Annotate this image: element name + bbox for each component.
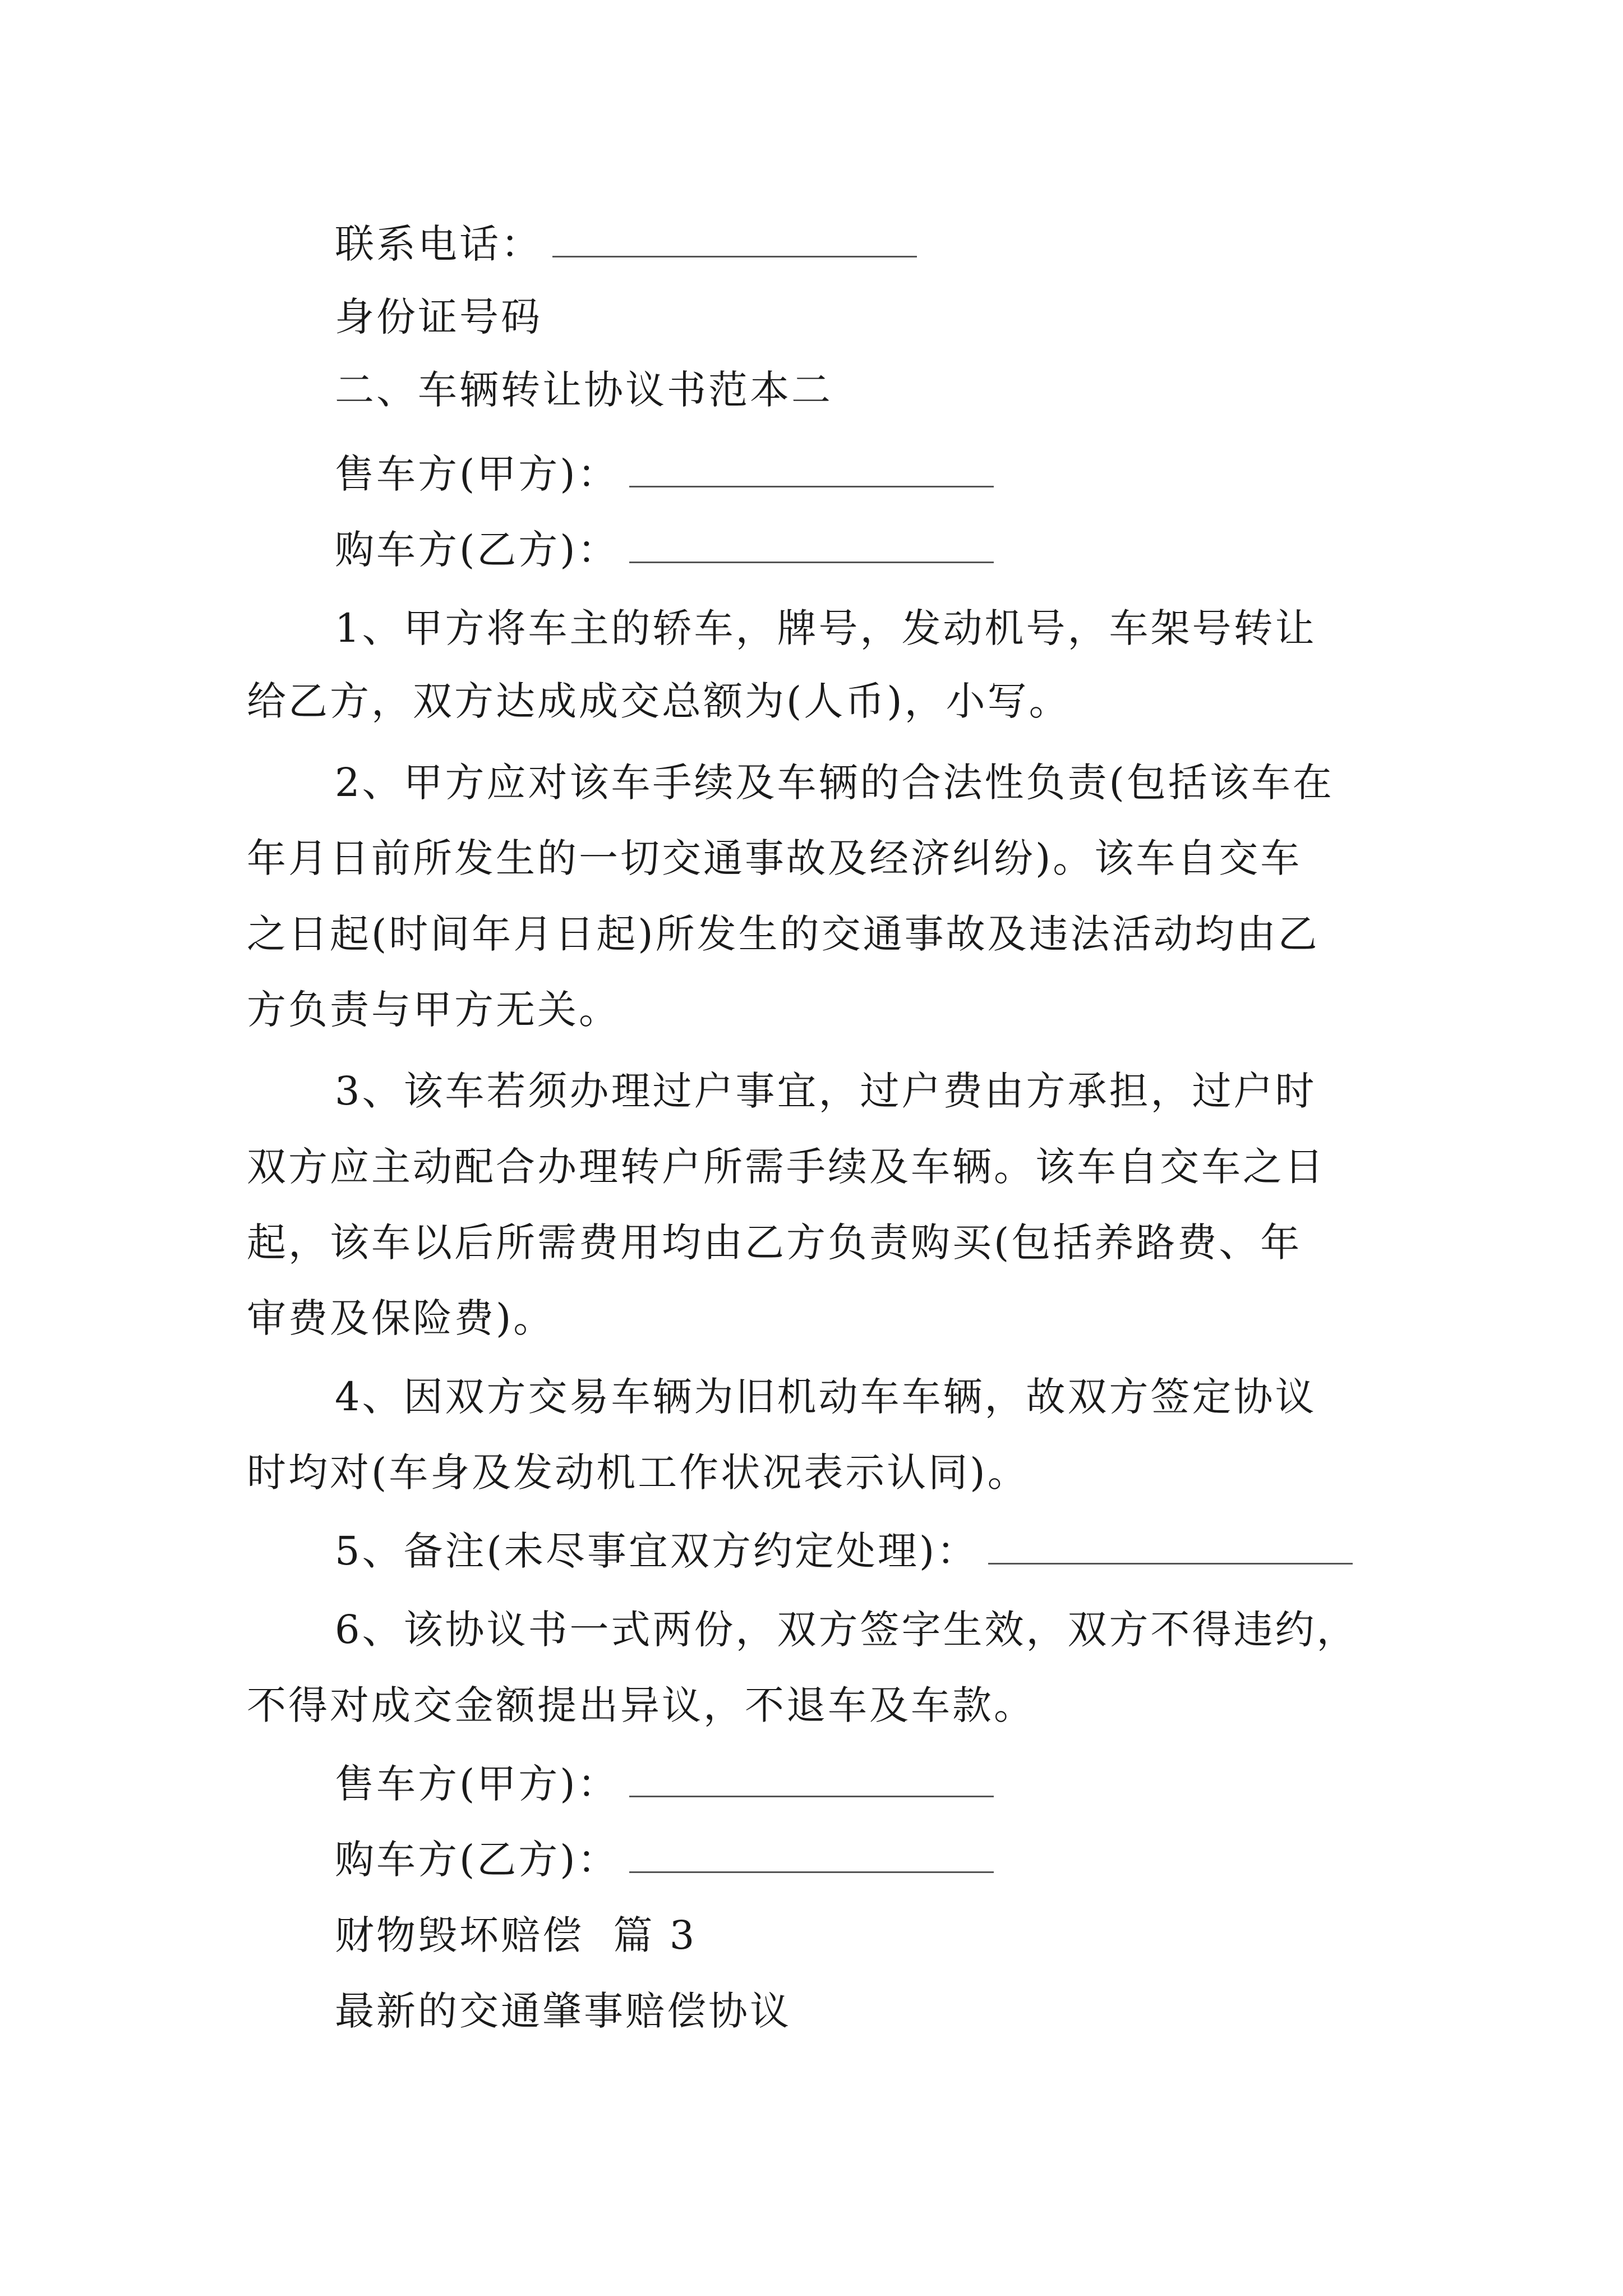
contact-phone-blank: [552, 255, 917, 257]
seller-label-2: 售车方(甲方)：: [335, 1761, 619, 1807]
clause-4-line-2: 时均对(车身及发动机工作状况表示认同)。: [247, 1450, 1029, 1496]
clause-1-line-1: 1、甲方将车主的轿车，牌号，发动机号，车架号转让: [335, 605, 1317, 651]
clause-2-line-1: 2、甲方应对该车手续及车辆的合法性负责(包括该车在: [335, 760, 1334, 806]
seller-blank: [629, 485, 994, 487]
clause-5-row: [335, 1523, 1353, 1579]
clause-2-line-4: 方负责与甲方无关。: [247, 987, 620, 1033]
buyer-row: [335, 522, 994, 578]
clause-5-label: 5、备注(未尽事宜双方约定处理)：: [335, 1528, 979, 1574]
buyer-row-2: [335, 1832, 994, 1888]
seller-label: 售车方(甲方)：: [335, 451, 619, 497]
id-number-label: 身份证号码: [335, 294, 542, 340]
clause-3-line-1: 3、该车若须办理过户事宜，过户费由方承担，过户时: [335, 1068, 1317, 1114]
contact-phone-label: 联系电话：: [335, 221, 542, 267]
clause-3-line-3: 起，该车以后所需费用均由乙方负责购买(包括养路费、年: [247, 1220, 1302, 1266]
clause-6-line-1: 6、该协议书一式两份，双方签字生效，双方不得违约，: [335, 1607, 1358, 1653]
buyer-blank: [629, 560, 994, 563]
clause-6-line-2: 不得对成交金额提出异议，不退车及车款。: [247, 1682, 1035, 1728]
clause-1-line-2: 给乙方，双方达成成交总额为(人币)，小写。: [247, 678, 1071, 724]
section-heading: 二、车辆转让协议书范本二: [335, 367, 833, 413]
agreement-title: 最新的交通肇事赔偿协议: [335, 1988, 791, 2034]
clause-2-line-3: 之日起(时间年月日起)所发生的交通事故及违法活动均由乙: [247, 911, 1320, 957]
seller-row-2: [335, 1756, 994, 1812]
buyer-label-2: 购车方(乙方)：: [335, 1837, 619, 1883]
clause-5-blank: [988, 1562, 1353, 1565]
buyer-label: 购车方(乙方)：: [335, 527, 619, 573]
seller-blank-2: [629, 1795, 994, 1797]
seller-row: [335, 446, 994, 502]
clause-2-line-2: 年月日前所发生的一切交通事故及经济纠纷)。该车自交车: [247, 835, 1302, 881]
contact-phone-row: [335, 216, 917, 272]
clause-3-line-2: 双方应主动配合办理转户所需手续及车辆。该车自交车之日: [247, 1144, 1326, 1190]
clause-3-line-4: 审费及保险费)。: [247, 1295, 555, 1341]
section-3-heading: 财物毁坏赔偿 篇 3: [335, 1912, 697, 1958]
buyer-blank-2: [629, 1870, 994, 1873]
clause-4-line-1: 4、因双方交易车辆为旧机动车车辆，故双方签定协议: [335, 1374, 1317, 1420]
